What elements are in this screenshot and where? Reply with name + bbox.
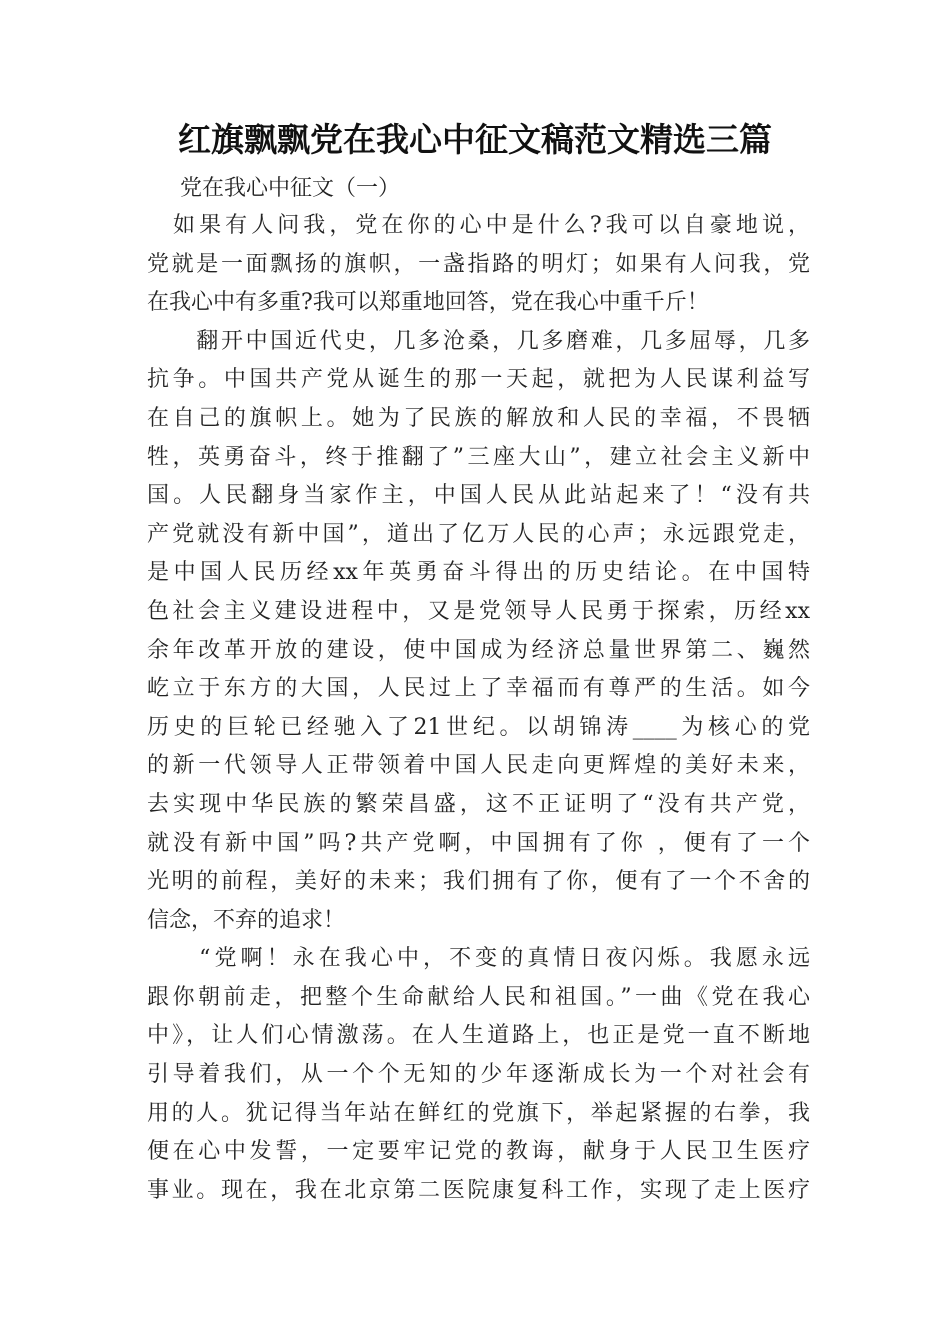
- text-line: 牲，英勇奋斗，终于推翻了”三座大山”，建立社会主义新中: [147, 444, 810, 470]
- text-line: 信念，不弃的追求！: [147, 907, 346, 933]
- paragraph-1: [147, 207, 810, 323]
- text-line: 国。人民翻身当家作主，中国人民从此站起来了！“没有共: [147, 483, 810, 509]
- paragraph-3: [147, 940, 810, 1210]
- text-line: 翻开中国近代史，几多沧桑，几多磨难，几多屈辱，几多: [147, 328, 810, 354]
- text-line: 用的人。犹记得当年站在鲜红的党旗下，举起紧握的右拳，我: [147, 1100, 810, 1126]
- text-line: 抗争。中国共产党从诞生的那一天起，就把为人民谋利益写: [147, 367, 810, 393]
- text-line: 去实现中华民族的繁荣昌盛，这不正证明了“没有共产党，: [147, 791, 810, 817]
- text-line: 在自己的旗帜上。她为了民族的解放和人民的幸福，不畏牺: [147, 405, 810, 431]
- text-line: 色社会主义建设进程中，又是党领导人民勇于探索，历经xx: [147, 598, 810, 624]
- paragraph-2: [147, 323, 810, 941]
- text-line: 在我心中有多重?我可以郑重地回答，党在我心中重千斤！: [147, 290, 709, 316]
- text-line: 历史的巨轮已经驰入了21世纪。以胡锦涛____为核心的党: [147, 714, 810, 740]
- text-line: 事业。现在，我在北京第二医院康复科工作，实现了走上医疗: [147, 1177, 810, 1203]
- text-line: 中》，让人们心情激荡。在人生道路上，也正是党一直不断地: [147, 1023, 810, 1049]
- text-line: 如果有人问我，党在你的心中是什么?我可以自豪地说，: [147, 213, 810, 238]
- text-line: 屹立于东方的大国，人民过上了幸福而有尊严的生活。如今: [147, 676, 810, 702]
- text-line: 引导着我们，从一个个无知的少年逐渐成长为一个对社会有: [147, 1062, 810, 1088]
- document-title: 红旗飘飘党在我心中征文稿范文精选三篇: [178, 120, 772, 159]
- text-line: 党就是一面飘扬的旗帜，一盏指路的明灯；如果有人问我，党: [147, 251, 810, 277]
- text-line: “党啊！永在我心中，不变的真情日夜闪烁。我愿永远: [147, 946, 810, 972]
- text-line: 就没有新中国”吗?共产党啊，中国拥有了你 ，便有了一个: [147, 830, 810, 856]
- text-line: 是中国人民历经xx年英勇奋斗得出的历史结论。在中国特: [147, 560, 810, 586]
- text-line: 光明的前程，美好的未来；我们拥有了你，便有了一个不舍的: [147, 869, 810, 895]
- text-line: 跟你朝前走，把整个生命献给人民和祖国。”一曲《党在我心: [147, 984, 810, 1010]
- text-line: 余年改革开放的建设，使中国成为经济总量世界第二、巍然: [147, 637, 810, 663]
- text-line: 便在心中发誓，一定要牢记党的教诲，献身于人民卫生医疗: [147, 1139, 810, 1165]
- section-title: 党在我心中征文（一）: [180, 176, 401, 201]
- text-line: 产党就没有新中国”，道出了亿万人民的心声；永远跟党走，: [147, 521, 810, 547]
- text-line: 的新一代领导人正带领着中国人民走向更辉煌的美好未来，: [147, 753, 810, 779]
- document-body: [147, 207, 810, 1210]
